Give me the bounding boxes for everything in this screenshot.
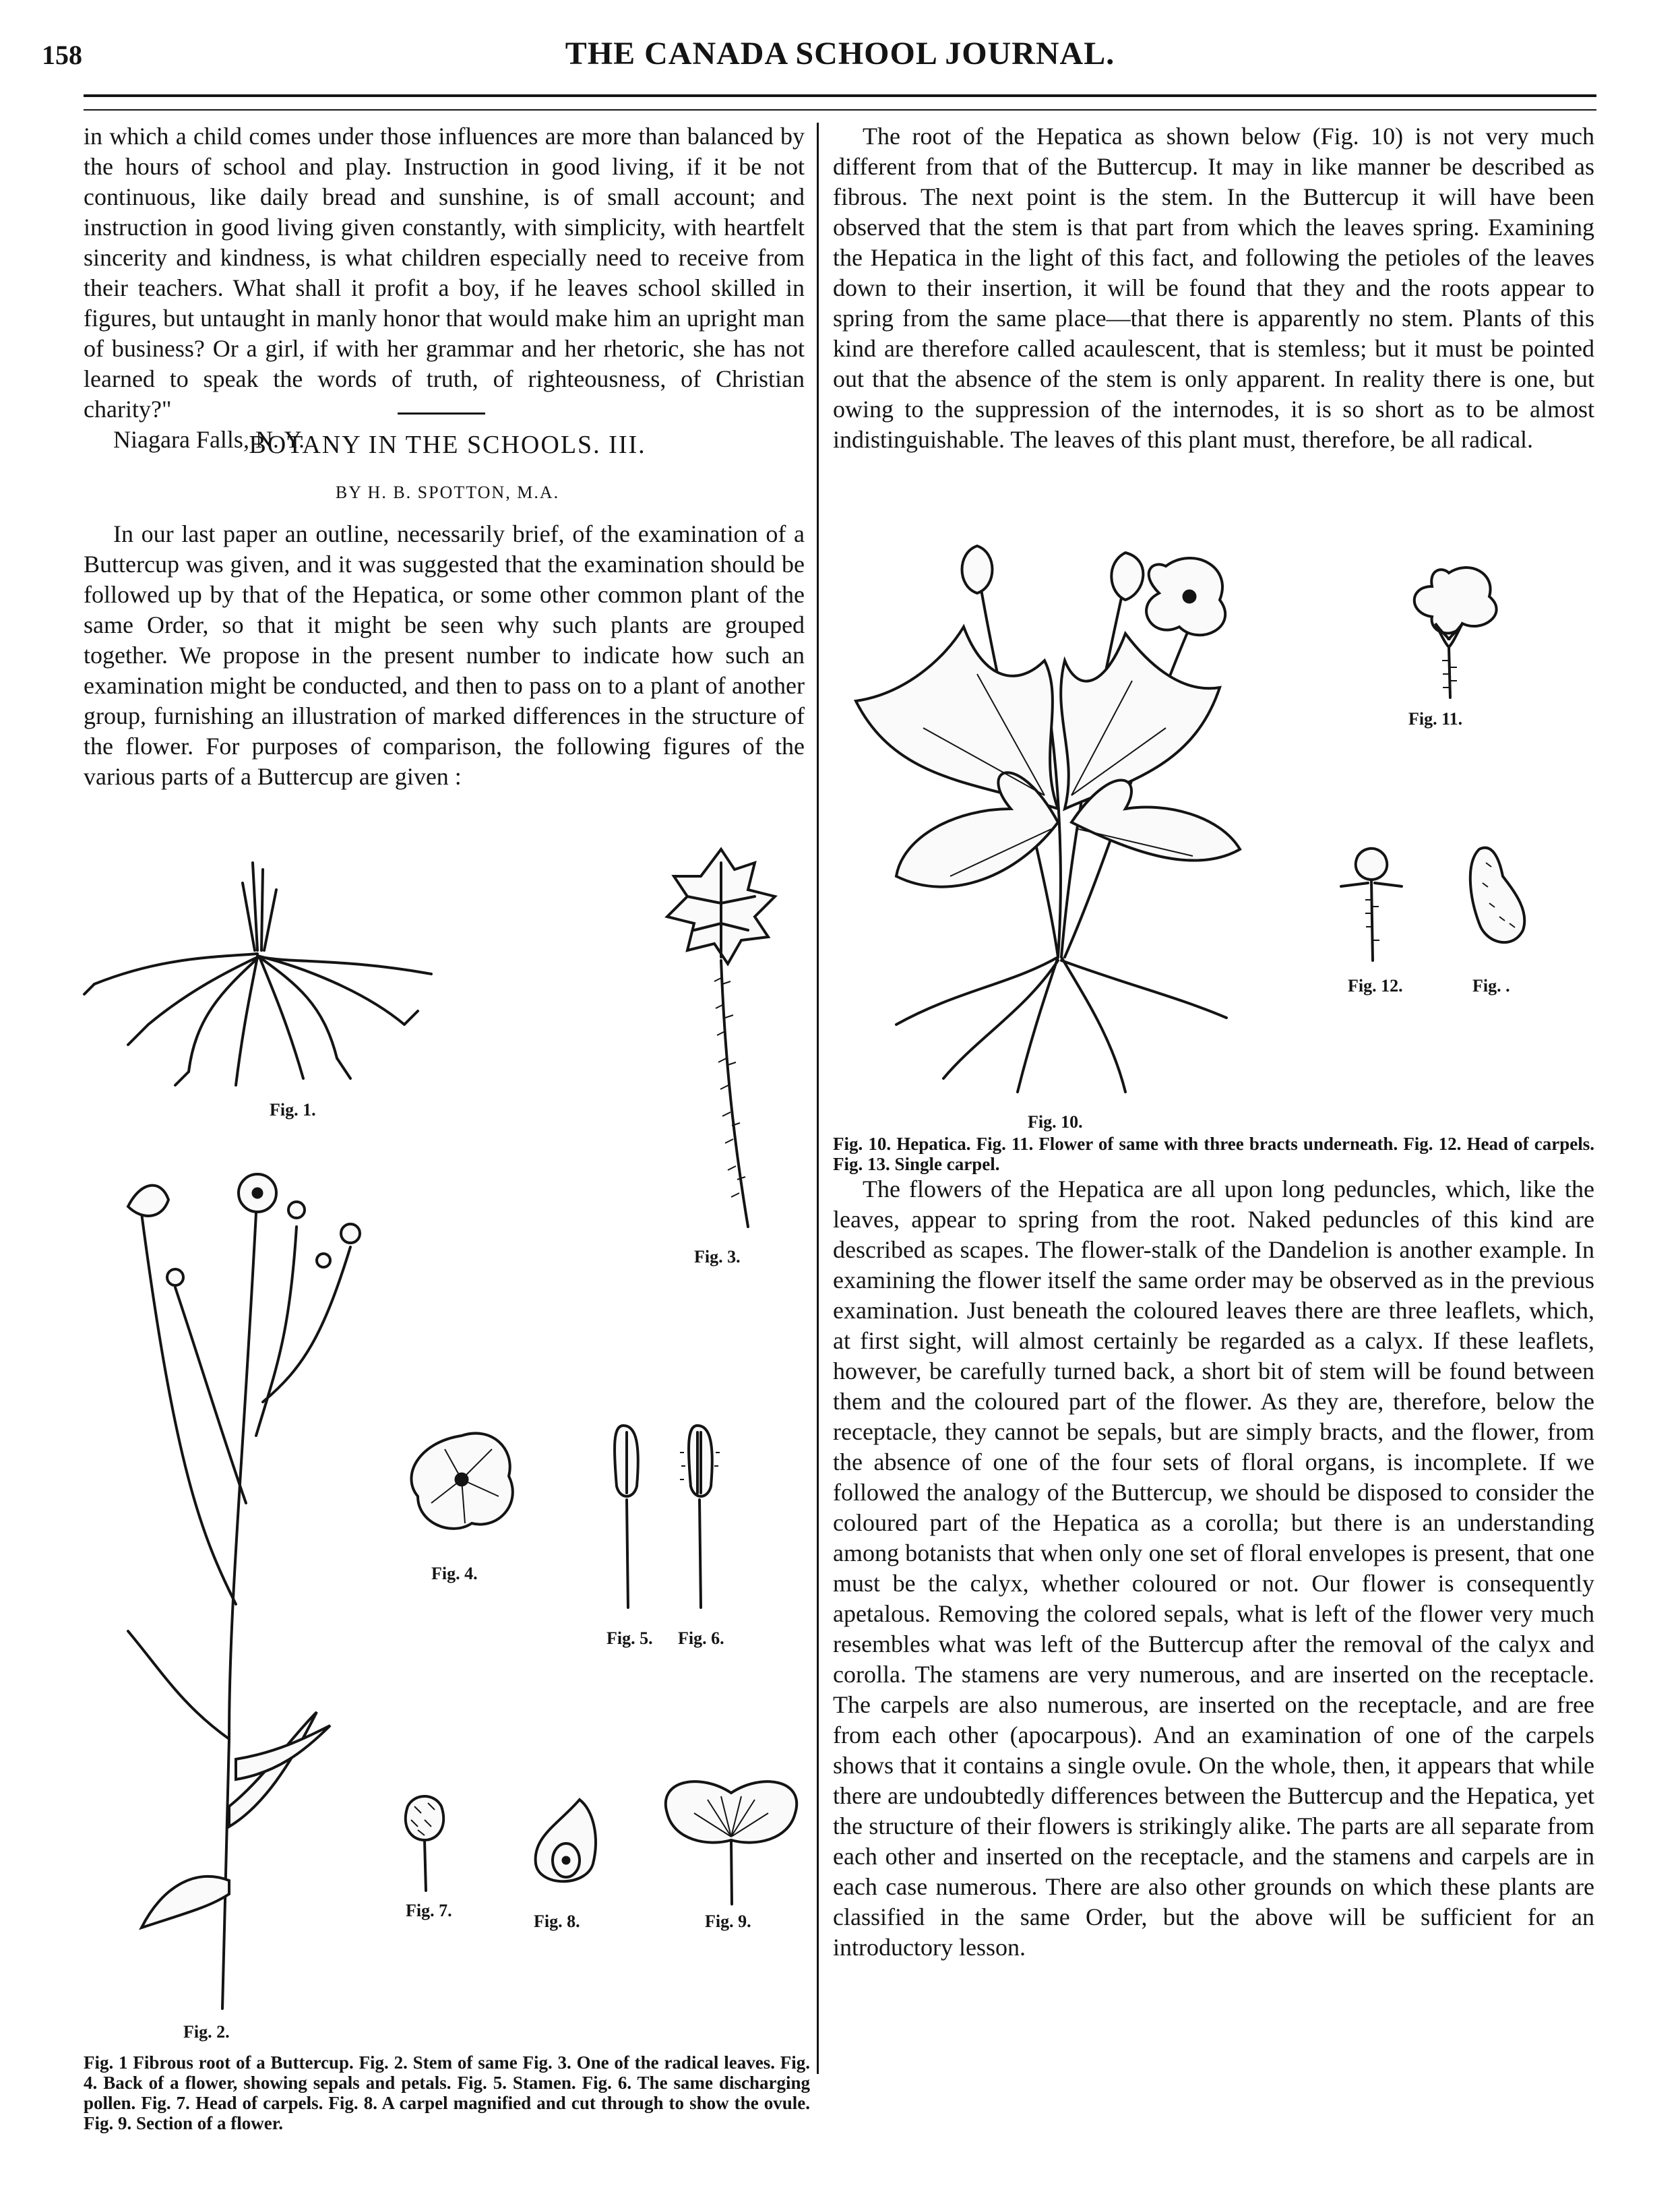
fig10-hepatica-drawing: [842, 526, 1247, 1099]
fig2-label: Fig. 2.: [183, 2022, 230, 2042]
fig5-fig6-stamen-drawing: [600, 1419, 735, 1614]
right-figure-caption: Fig. 10. Hepatica. Fig. 11. Flower of same with three bracts underneath. Fig. 12. Head of carpels. Fig. 13. Single carpel.: [833, 1134, 1594, 1174]
fig8-label: Fig. 8.: [534, 1912, 580, 1931]
section-rule: [398, 413, 485, 415]
article-title: BOTANY IN THE SCHOOLS. III.: [249, 431, 646, 459]
column-divider: [817, 123, 819, 2074]
right-column-bottom: [833, 1174, 1594, 1963]
fig10-label: Fig. 10.: [1028, 1112, 1083, 1132]
fig11-hepatica-flower-drawing: [1381, 559, 1516, 701]
journal-title: THE CANADA SCHOOL JOURNAL.: [565, 36, 1115, 71]
fig12-carpel-head-drawing: [1334, 846, 1408, 964]
fig13-single-carpel-drawing: [1462, 843, 1536, 950]
fig1-fibrous-root-drawing: [81, 856, 458, 1092]
header-rule-thick: [84, 94, 1596, 97]
page-number: 158: [42, 40, 82, 70]
fig13-label: Fig. .: [1472, 976, 1510, 996]
left-figure-caption: Fig. 1 Fibrous root of a Buttercup. Fig. 2. Stem of same Fig. 3. One of the radical leaves. Fig. 4. Back of a flower, showing sepals and petals. Fig. 5. Stamen. Fig. 6. The same discharging pollen. Fig. 7. Head of carpels. Fig. 8. A carpel magnified and cut through to show the ovule. Fig. 9. Section of a flower.: [84, 2052, 810, 2133]
fig9-label: Fig. 9.: [705, 1912, 751, 1931]
signoff: Niagara Falls, N. Y.: [113, 426, 305, 453]
fig3-radical-leaf-drawing: [647, 843, 795, 1233]
right-paragraph-1: The root of the Hepatica as shown below (Fig. 10) is not very much different from that of the Buttercup. It may in like manner be described as fibrous. The next point is the stem. In the Buttercup it will have been observed that the stem is that part from which the leaves spring. Examining the Hepatica in the light of this fact, and following the petioles of the leaves down to their insertion, it will be found that they and the roots appear to spring from the same place—that there is apparently no stem. Plants of this kind are therefore called acaulescent, that is stemless; but it must be pointed out that the absence of the stem is only apparent. In reality there is one, but owing to the suppression of the internodes, it is so short as to be almost indistinguishable. The leaves of this plant must, therefore, be all radical.: [833, 123, 1594, 453]
article-paragraph: In our last paper an outline, necessarily brief, of the examination of a Buttercup was given, and it was suggested that the examination should be followed up by that of the Hepatica, or some other common plant of the same Order, so that it might be seen why such plants are grouped together. We propose in the present number to indicate how such an examination might be conducted, and then to pass on to a plant of another group, furnishing an illustration of marked differences in the structure of the flower. For purposes of comparison, the following figures of the various parts of a Buttercup are given :: [84, 520, 805, 790]
right-paragraph-2: The flowers of the Hepatica are all upon long peduncles, which, like the leaves, appear to spring from the root. Naked peduncles of this kind are described as scapes. The flower-stalk of the Dandelion is another example. In examining the flower itself the same order may be observed as in the previous examination. Just beneath the coloured leaves there are three leaflets, which, at first sight, will almost certainly be regarded as a calyx. If these leaflets, however, be carefully turned back, a short bit of stem will be found between them and the coloured part of the flower. As they are, therefore, below the receptacle, they cannot be sepals, but are simply bracts, and the flower, from the absence of one of the four sets of floral organs, is incomplete. If we followed the analogy of the Buttercup, we should be disposed to consider the coloured part of the Hepatica as a corolla; but there is an understanding among botanists that when only one set of floral envelopes is present, that one must be the calyx, whether coloured or not. Our flower is consequently apetalous. Removing the colored sepals, what is left of the flower very much resembles what was left of the Buttercup after the removal of the calyx and corolla. The stamens are very numerous, and are inserted on the receptacle. The carpels are also numerous, are inserted on the receptacle, and are free from each other (apocarpous). And an examination of one of the carpels shows that it contains a single ovule. On the whole, then, it appears that while there are undoubtedly differences between the Buttercup and the Hepatica, yet the structure of their flowers is strikingly alike. The parts are all separate from each other and inserted on the receptacle, and the stamens and carpels are in each case numerous. There are also other grounds on which these plants are classified in the same Order, but the above will be sufficient for an introductory lesson.: [833, 1176, 1594, 1961]
fig11-label: Fig. 11.: [1408, 709, 1463, 729]
fig7-label: Fig. 7.: [406, 1901, 452, 1920]
fig8-carpel-section-drawing: [526, 1796, 606, 1891]
fig6-label: Fig. 6.: [678, 1628, 724, 1648]
article-intro: [84, 519, 805, 792]
fig4-flower-back-drawing: [398, 1422, 526, 1537]
fig5-label: Fig. 5.: [606, 1628, 653, 1648]
fig3-label: Fig. 3.: [694, 1247, 741, 1266]
fig4-label: Fig. 4.: [431, 1564, 478, 1583]
fig7-carpel-head-drawing: [398, 1793, 452, 1894]
right-column-top: [833, 121, 1594, 455]
left-column-intro: [84, 121, 805, 455]
fig9-flower-section-drawing: [654, 1773, 809, 1907]
article-byline: BY H. B. SPOTTON, M.A.: [335, 483, 560, 502]
fig1-label: Fig. 1.: [270, 1100, 316, 1120]
fig2-stem-drawing: [101, 1132, 404, 2015]
intro-paragraph: in which a child comes under those influences are more than balanced by the hours of school and play. Instruction in good living, if it be not continuous, like daily bread and sunshine, is of small account; and instruction in good living given constantly, with simplicity, with heartfelt sincerity and kindness, is what children especially need to receive from their teachers. What shall it profit a boy, if he leaves school skilled in figures, but untaught in manly honor that would make him an upright man of business? Or a girl, if with her grammar and her rhetoric, she has not learned to speak the words of truth, of righteousness, of Christian charity?": [84, 123, 805, 423]
fig12-label: Fig. 12.: [1348, 976, 1403, 996]
header-rule-thin: [84, 109, 1596, 111]
